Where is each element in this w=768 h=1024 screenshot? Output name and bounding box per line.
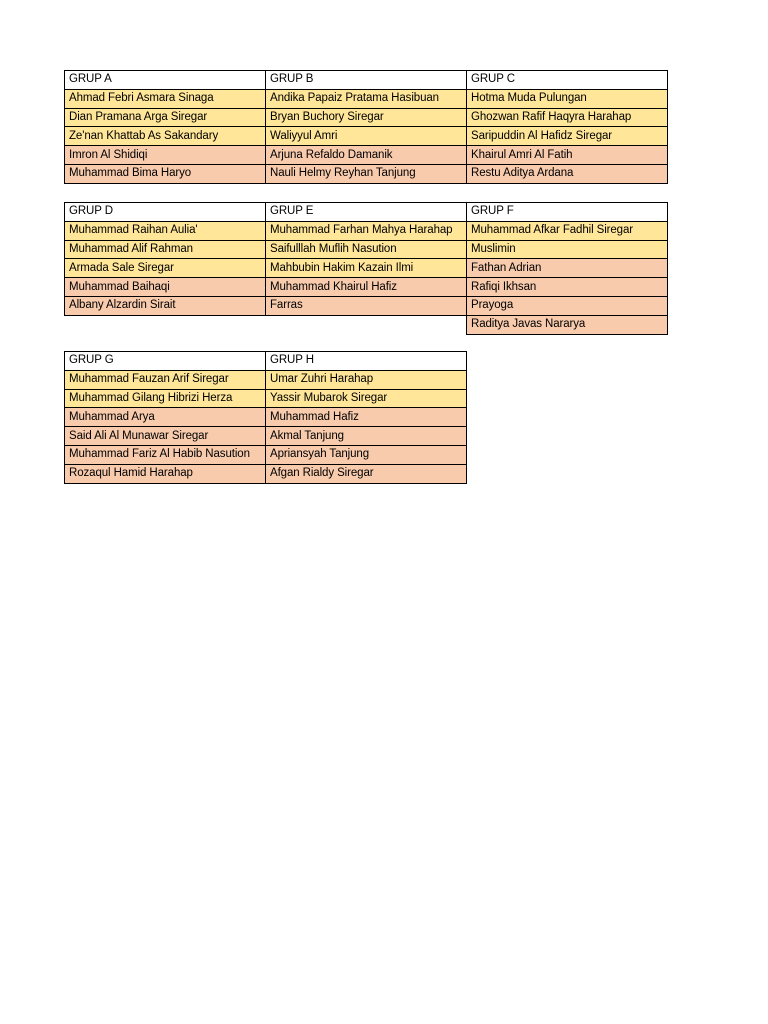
table-cell: Muslimin: [467, 240, 668, 259]
table-cell: Bryan Buchory Siregar: [266, 108, 467, 127]
table-row: [65, 127, 668, 146]
table-cell: Muhammad Baihaqi: [65, 278, 266, 297]
group-header-f: GRUP F: [467, 203, 668, 222]
group-header-e: GRUP E: [266, 203, 467, 222]
table-cell: Muhammad Arya: [65, 408, 266, 427]
table-cell: Umar Zuhri Harahap: [266, 370, 467, 389]
group-header-b: GRUP B: [266, 71, 467, 90]
group-header-h: GRUP H: [266, 352, 467, 371]
table-cell: Dian Pramana Arga Siregar: [65, 108, 266, 127]
header-row: [65, 352, 467, 371]
table-cell: Afgan Rialdy Siregar: [266, 464, 467, 483]
table-row: [65, 408, 467, 427]
table-row: [65, 278, 668, 297]
table-cell: Muhammad Gilang Hibrizi Herza: [65, 389, 266, 408]
table-row: [65, 296, 668, 315]
table-cell: Farras: [266, 296, 467, 315]
table-cell: Waliyyul Amri: [266, 127, 467, 146]
table-cell: Said Ali Al Munawar Siregar: [65, 427, 266, 446]
table-cell: Ahmad Febri Asmara Sinaga: [65, 89, 266, 108]
table-row: [65, 259, 668, 278]
header-row: [65, 203, 668, 222]
table-cell: Albany Alzardin Sirait: [65, 296, 266, 315]
table-row: [65, 146, 668, 165]
table-cell: Andika Papaiz Pratama Hasibuan: [266, 89, 467, 108]
table-cell: Mahbubin Hakim Kazain Ilmi: [266, 259, 467, 278]
table-cell: Fathan Adrian: [467, 259, 668, 278]
table-cell: Saifulllah Muflih Nasution: [266, 240, 467, 259]
table-row: [65, 445, 467, 464]
table-row: [65, 315, 668, 334]
table-cell: Yassir Mubarok Siregar: [266, 389, 467, 408]
table-cell: Arjuna Refaldo Damanik: [266, 146, 467, 165]
table-cell: Muhammad Khairul Hafiz: [266, 278, 467, 297]
table-row: [65, 221, 668, 240]
table-cell: Restu Aditya Ardana: [467, 164, 668, 183]
table-cell: Saripuddin Al Hafidz Siregar: [467, 127, 668, 146]
table-cell: Muhammad Farhan Mahya Harahap: [266, 221, 467, 240]
table-row: [65, 240, 668, 259]
group-header-g: GRUP G: [65, 352, 266, 371]
table-cell: Muhammad Afkar Fadhil Siregar: [467, 221, 668, 240]
group-header-d: GRUP D: [65, 203, 266, 222]
table-cell: Muhammad Raihan Aulia': [65, 221, 266, 240]
group-header-a: GRUP A: [65, 71, 266, 90]
table-cell: Akmal Tanjung: [266, 427, 467, 446]
table-row: [65, 108, 668, 127]
table-cell: Ze'nan Khattab As Sakandary: [65, 127, 266, 146]
table-row: [65, 464, 467, 483]
table-cell: Rafiqi Ikhsan: [467, 278, 668, 297]
table-cell: Muhammad Hafiz: [266, 408, 467, 427]
group-table-abc: [64, 70, 668, 184]
table-row: [65, 164, 668, 183]
table-cell: Muhammad Alif Rahman: [65, 240, 266, 259]
table-row: [65, 89, 668, 108]
header-row: [65, 71, 668, 90]
table-cell: Rozaqul Hamid Harahap: [65, 464, 266, 483]
table-cell: Ghozwan Rafif Haqyra Harahap: [467, 108, 668, 127]
table-cell: Muhammad Fariz Al Habib Nasution: [65, 445, 266, 464]
table-row: [65, 427, 467, 446]
table-cell: Muhammad Bima Haryo: [65, 164, 266, 183]
table-cell: Imron Al Shidiqi: [65, 146, 266, 165]
group-header-c: GRUP C: [467, 71, 668, 90]
empty-cell: [266, 315, 467, 334]
table-cell: Armada Sale Siregar: [65, 259, 266, 278]
table-row: [65, 389, 467, 408]
table-cell: Prayoga: [467, 296, 668, 315]
table-cell: Muhammad Fauzan Arif Siregar: [65, 370, 266, 389]
empty-cell: [65, 315, 266, 334]
table-cell: Khairul Amri Al Fatih: [467, 146, 668, 165]
table-cell: Nauli Helmy Reyhan Tanjung: [266, 164, 467, 183]
table-cell: Hotma Muda Pulungan: [467, 89, 668, 108]
group-table-def: [64, 202, 668, 335]
table-cell: Apriansyah Tanjung: [266, 445, 467, 464]
table-cell: Raditya Javas Nararya: [467, 315, 668, 334]
group-table-gh: [64, 351, 467, 484]
table-row: [65, 370, 467, 389]
